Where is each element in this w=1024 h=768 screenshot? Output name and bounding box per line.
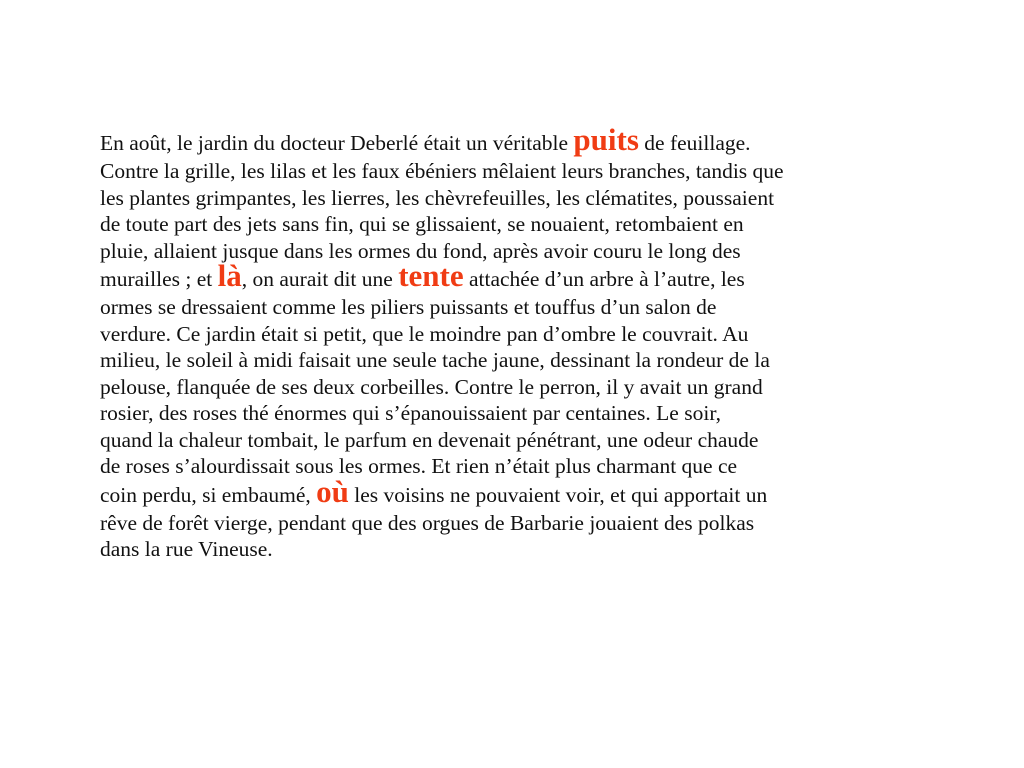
passage-line: ormes se dressaient comme les piliers puissants et touffus d’un salon de bbox=[100, 295, 717, 319]
text-run: les voisins ne pouvaient voir, et qui apportait un bbox=[348, 482, 768, 507]
highlighted-word: tente bbox=[398, 258, 464, 293]
passage-line: pluie, allaient jusque dans les ormes du fond, après avoir couru le long des bbox=[100, 238, 741, 263]
text-run: de feuillage. bbox=[638, 131, 751, 155]
passage-line: les plantes grimpantes, les lierres, les chèvrefeuilles, les clématites, poussaient bbox=[100, 185, 775, 210]
passage-line: de toute part des jets sans fin, qui se glissaient, se nouaient, retombaient en bbox=[100, 212, 744, 236]
passage-line: rosier, des roses thé énormes qui s’épanouissaient par centaines. Le soir, bbox=[100, 401, 721, 425]
passage-line bbox=[100, 258, 980, 294]
passage-line: quand la chaleur tombait, le parfum en devenait pénétrant, une odeur chaude bbox=[100, 427, 759, 452]
passage-line bbox=[100, 473, 980, 510]
text-run: attachée d’un arbre à l’autre, les bbox=[463, 267, 745, 291]
passage-line: verdure. Ce jardin était si petit, que le moindre pan d’ombre le couvrait. Au bbox=[100, 321, 749, 346]
passage-line: rêve de forêt vierge, pendant que des orgues de Barbarie jouaient des polkas bbox=[100, 510, 755, 535]
passage-line: dans la rue Vineuse. bbox=[100, 537, 273, 561]
passage-line: de roses s’alourdissait sous les ormes. Et rien n’était plus charmant que ce bbox=[100, 454, 738, 478]
text-run: murailles ; et bbox=[100, 267, 218, 291]
passage-line: milieu, le soleil à midi faisait une seule tache jaune, dessinant la rondeur de la bbox=[100, 348, 770, 372]
passage-line: pelouse, flanquée de ses deux corbeilles. Contre le perron, il y avait un grand bbox=[100, 374, 763, 399]
text-run: , on aurait dit une bbox=[241, 267, 399, 291]
passage-line bbox=[100, 122, 980, 158]
highlighted-word: puits bbox=[573, 122, 639, 157]
highlighted-word: là bbox=[217, 258, 242, 293]
highlighted-word: où bbox=[316, 473, 349, 509]
text-passage bbox=[100, 122, 980, 563]
text-run: En août, le jardin du docteur Deberlé était un véritable bbox=[100, 131, 574, 155]
text-run: coin perdu, si embaumé, bbox=[100, 482, 317, 507]
passage-line: Contre la grille, les lilas et les faux ébéniers mêlaient leurs branches, tandis que bbox=[100, 159, 784, 183]
